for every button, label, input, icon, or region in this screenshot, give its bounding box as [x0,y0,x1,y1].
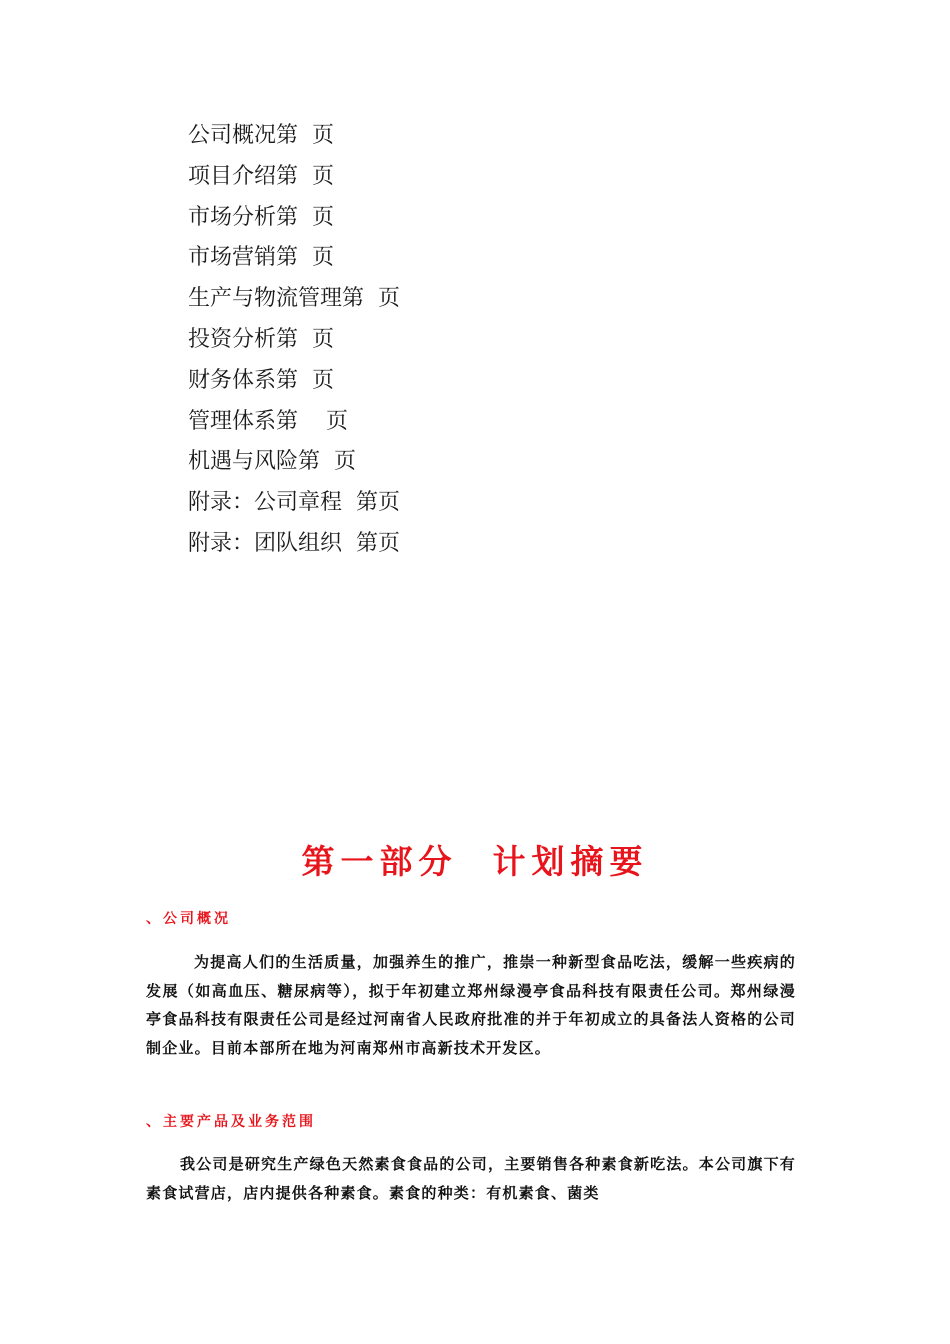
products-scope-paragraph: 我公司是研究生产绿色天然素食食品的公司，主要销售各种素食新吃法。本公司旗下有素食试营店，店内提供各种素食。素食的种类：有机素食、菌类 [146,1155,796,1202]
toc-item-marketing[interactable]: 市场营销第 页 [188,245,334,271]
company-overview-paragraph: 为提高人们的生活质量，加强养生的推广，推崇一种新型食品吃法，缓解一些疾病的发展（如高血压、糖尿病等），拟于年初建立郑州绿漫亭食品科技有限责任公司。郑州绿漫亭食品科技有限责任公司是经过河南省人民政府批准的并于年初成立的具备法人资格的公司制企业。目前本部所在地为河南郑州市高新技术开发区。 [146,953,796,1057]
toc-item-company-overview[interactable]: 公司概况第 页 [188,123,334,148]
toc-item-market-analysis[interactable]: 市场分析第 页 [188,204,334,230]
part-title: 第一部分 计划摘要 [301,842,649,881]
table-of-contents [188,116,400,565]
toc-item-appendix-team[interactable]: 附录：团队组织 第页 [188,530,400,556]
toc-item-finance-system[interactable]: 财务体系第 页 [188,367,334,393]
toc-item-management-system[interactable]: 管理体系第 页 [188,408,348,434]
section-heading-company-overview: 、公司概况 [146,911,231,927]
toc-item-production-logistics[interactable]: 生产与物流管理第 页 [188,286,400,312]
toc-item-appendix-charter[interactable]: 附录：公司章程 第页 [188,490,400,516]
section-heading-products-scope: 、主要产品及业务范围 [146,1114,316,1130]
toc-item-project-intro[interactable]: 项目介绍第 页 [188,163,334,189]
toc-item-investment-analysis[interactable]: 投资分析第 页 [188,326,334,352]
toc-item-opportunity-risk[interactable]: 机遇与风险第 页 [188,449,356,475]
